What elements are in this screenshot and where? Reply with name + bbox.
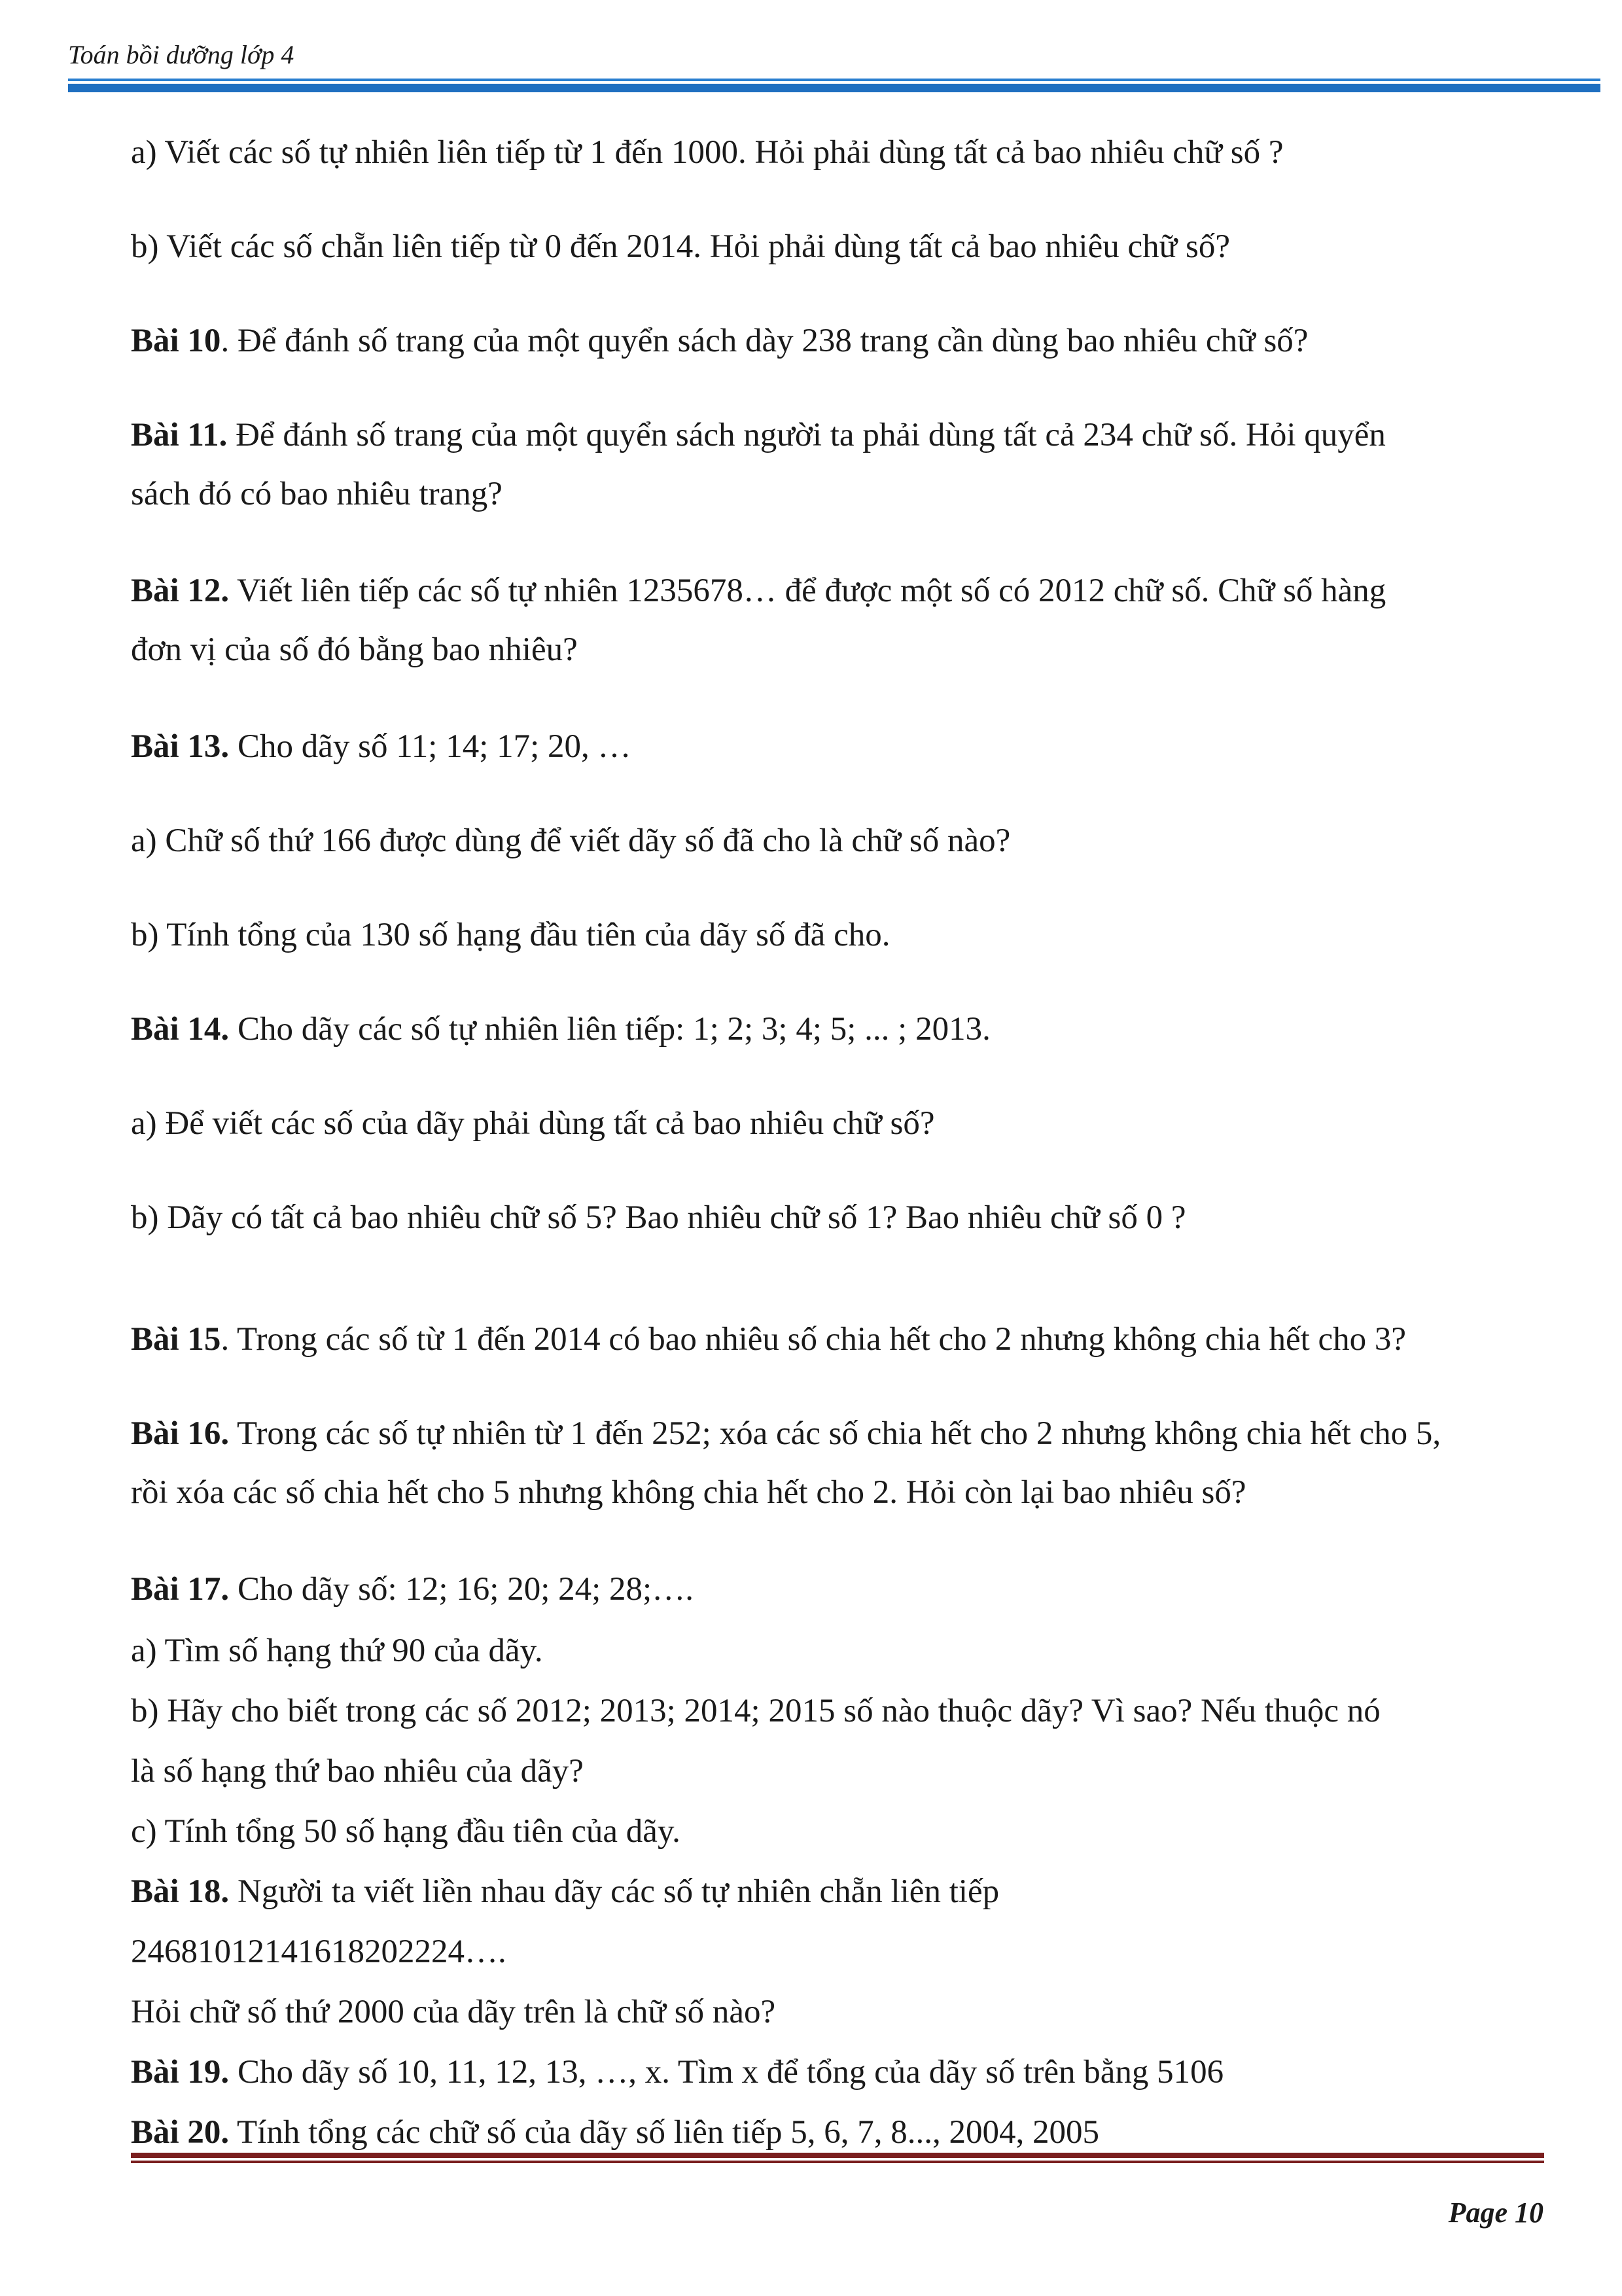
- content-line: [131, 574, 1386, 608]
- content-line: [131, 919, 890, 952]
- exercise-label: Bài 15: [131, 1321, 221, 1358]
- exercise-label: Bài 17.: [131, 1571, 230, 1608]
- content-line: [131, 1996, 775, 2029]
- exercise-text: Người ta viết liền nhau dãy các số tự nhiên chẵn liên tiếp: [229, 1873, 1000, 1910]
- header-divider-thick: [68, 84, 1600, 92]
- exercise-text: đơn vị của số đó bằng bao nhiêu?: [131, 631, 578, 668]
- exercise-label: Bài 11.: [131, 417, 228, 453]
- content-line: [131, 1476, 1246, 1510]
- exercise-text: a) Viết các số tự nhiên liên tiếp từ 1 đến 1000. Hỏi phải dùng tất cả bao nhiêu chữ số ?: [131, 134, 1284, 171]
- exercise-label: Bài 10: [131, 323, 221, 359]
- exercise-text: Cho dãy các số tự nhiên liên tiếp: 1; 2; 3; 4; 5; ... ; 2013.: [229, 1011, 991, 1048]
- exercise-text: 24681012141618202224….: [131, 1934, 506, 1970]
- content-line: [131, 478, 502, 511]
- content-line: [131, 230, 1230, 264]
- content-line: [131, 1875, 999, 1909]
- header-divider-thin: [68, 79, 1600, 81]
- content-line: [131, 2116, 1099, 2149]
- exercise-text: . Trong các số từ 1 đến 2014 có bao nhiêu số chia hết cho 2 nhưng không chia hết cho 3?: [220, 1321, 1407, 1358]
- exercise-text: Cho dãy số 10, 11, 12, 13, …, x. Tìm x để tổng của dãy số trên bằng 5106: [229, 2054, 1224, 2091]
- exercise-text: Viết liên tiếp các số tự nhiên 1235678… để được một số có 2012 chữ số. Chữ số hàng: [229, 573, 1386, 609]
- content-line: [131, 136, 1283, 169]
- exercise-label: Bài 14.: [131, 1011, 230, 1048]
- content-line: [131, 1755, 584, 1788]
- exercise-text: a) Tìm số hạng thứ 90 của dãy.: [131, 1633, 543, 1669]
- page-number: Page 10: [1448, 2197, 1543, 2229]
- exercise-label: Bài 18.: [131, 1873, 230, 1910]
- content-line: [131, 419, 1386, 452]
- content-line: [131, 1573, 694, 1606]
- exercise-text: rồi xóa các số chia hết cho 5 nhưng không chia hết cho 2. Hỏi còn lại bao nhiêu số?: [131, 1474, 1246, 1511]
- content-line: [131, 1815, 680, 1848]
- exercise-label: Bài 16.: [131, 1415, 230, 1452]
- footer-divider-thick: [131, 2153, 1544, 2158]
- exercise-label: Bài 19.: [131, 2054, 230, 2091]
- content-line: [131, 1417, 1441, 1451]
- exercise-text: Trong các số tự nhiên từ 1 đến 252; xóa các số chia hết cho 2 nhưng không chia hết cho 5,: [229, 1415, 1441, 1452]
- exercise-text: Cho dãy số 11; 14; 17; 20, …: [229, 728, 631, 765]
- content-line: [131, 1634, 543, 1668]
- exercise-text: b) Tính tổng của 130 số hạng đầu tiên của dãy số đã cho.: [131, 917, 890, 953]
- content-line: [131, 633, 578, 667]
- exercise-text: . Để đánh số trang của một quyển sách dày 238 trang cần dùng bao nhiêu chữ số?: [220, 323, 1309, 359]
- exercise-label: Bài 13.: [131, 728, 230, 765]
- exercise-text: là số hạng thứ bao nhiêu của dãy?: [131, 1753, 584, 1790]
- exercise-text: Cho dãy số: 12; 16; 20; 24; 28;….: [229, 1571, 694, 1608]
- exercise-text: Tính tổng các chữ số của dãy số liên tiếp 5, 6, 7, 8..., 2004, 2005: [229, 2114, 1099, 2151]
- header-title: Toán bồi dưỡng lớp 4: [68, 40, 294, 69]
- footer-divider-thin: [131, 2161, 1544, 2163]
- content-line: [131, 730, 631, 764]
- exercise-text: sách đó có bao nhiêu trang?: [131, 476, 502, 512]
- exercise-text: a) Chữ số thứ 166 được dùng để viết dãy số đã cho là chữ số nào?: [131, 822, 1011, 859]
- content-line: [131, 1323, 1406, 1356]
- exercise-text: Để đánh số trang của một quyển sách người ta phải dùng tất cả 234 chữ số. Hỏi quyển: [227, 417, 1386, 453]
- content-line: [131, 1201, 1186, 1235]
- exercise-label: Bài 20.: [131, 2114, 230, 2151]
- exercise-text: b) Hãy cho biết trong các số 2012; 2013; 2014; 2015 số nào thuộc dãy? Vì sao? Nếu thuộc nó: [131, 1693, 1381, 1729]
- content-line: [131, 1107, 934, 1140]
- content-line: [131, 1013, 991, 1046]
- content-line: [131, 1695, 1381, 1728]
- exercise-label: Bài 12.: [131, 573, 230, 609]
- content-line: [131, 2056, 1224, 2089]
- exercise-text: a) Để viết các số của dãy phải dùng tất cả bao nhiêu chữ số?: [131, 1105, 935, 1142]
- exercise-text: c) Tính tổng 50 số hạng đầu tiên của dãy.: [131, 1813, 680, 1850]
- exercise-text: Hỏi chữ số thứ 2000 của dãy trên là chữ số nào?: [131, 1994, 776, 2030]
- exercise-text: b) Viết các số chẵn liên tiếp từ 0 đến 2014. Hỏi phải dùng tất cả bao nhiêu chữ số?: [131, 228, 1230, 265]
- exercise-text: b) Dãy có tất cả bao nhiêu chữ số 5? Bao nhiêu chữ số 1? Bao nhiêu chữ số 0 ?: [131, 1199, 1186, 1236]
- content-line: [131, 824, 1010, 858]
- content-line: [131, 1935, 506, 1969]
- content-line: [131, 325, 1308, 358]
